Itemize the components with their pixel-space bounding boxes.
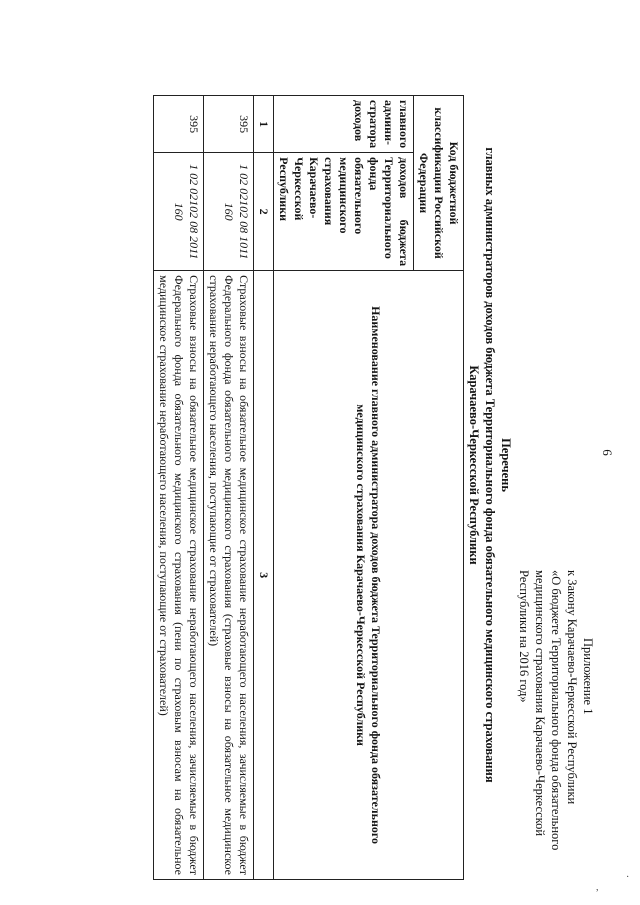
administrators-table (153, 95, 464, 880)
heading-line: Карачаево-Черкесской Республики (467, 365, 481, 565)
income-name: Страховые взносы на обязательное медицинское страхование неработающего населения, зачисляемые в бюджет Федерального фонда обязательного медицинского страхования (страховые взносы на обязательное медицинское страхование неработающего населения, поступающие от страхователей) (204, 271, 254, 880)
table-header-row (414, 96, 464, 880)
header-name: Наименование главного администратора доходов бюджета Территориального фонда обязательного медицинского страхования Карачаево-Черкесской Республики (274, 271, 464, 880)
appendix-line: Республики на 2016 год» (517, 570, 531, 703)
scan-speck: , (596, 882, 599, 893)
appendix-title: Приложение 1 (581, 638, 595, 715)
scan-speck: · (626, 872, 630, 883)
heading-title: Перечень (499, 438, 513, 492)
header-admin: главного админи-стратора доходов (274, 96, 414, 153)
page-number: 6 (600, 449, 615, 456)
column-number: 1 (254, 96, 274, 153)
header-code-group: Код бюджетной классификации Российской Федерации (414, 96, 464, 271)
appendix-line: к Закону Карачаево-Черкесской Республики (565, 570, 579, 805)
income-code: 1 02 02102 08 1011 160 (204, 153, 254, 271)
appendix-line: «О бюджете Территориального фонда обязательного (549, 570, 563, 851)
appendix-line: медицинского страхования Карачаево-Черкесской (533, 570, 547, 837)
admin-code: 395 (154, 96, 204, 153)
table-row (154, 96, 204, 880)
admin-code: 395 (204, 96, 254, 153)
heading-line: главных администраторов доходов бюджета Территориального фонда обязательного медицинского страхования (483, 147, 497, 783)
appendix-block (516, 570, 596, 890)
column-number: 3 (254, 271, 274, 880)
income-code: 1 02 02102 08 2011 160 (154, 153, 204, 271)
income-name: Страховые взносы на обязательное медицинское страхование неработающего населения, зачисляемые в бюджет Федерального фонда обязательного медицинского страхования (пени по страховым взносам на обязательное медицинское страхование неработающего населения, поступающие от страхователей) (154, 271, 204, 880)
header-income: доходов бюджета Территориального фонда обязательного медицинского страхования Карачаево-Черкесской Республики (274, 153, 414, 271)
document-heading (466, 70, 514, 860)
column-number-row (254, 96, 274, 880)
table-row (204, 96, 254, 880)
column-number: 2 (254, 153, 274, 271)
